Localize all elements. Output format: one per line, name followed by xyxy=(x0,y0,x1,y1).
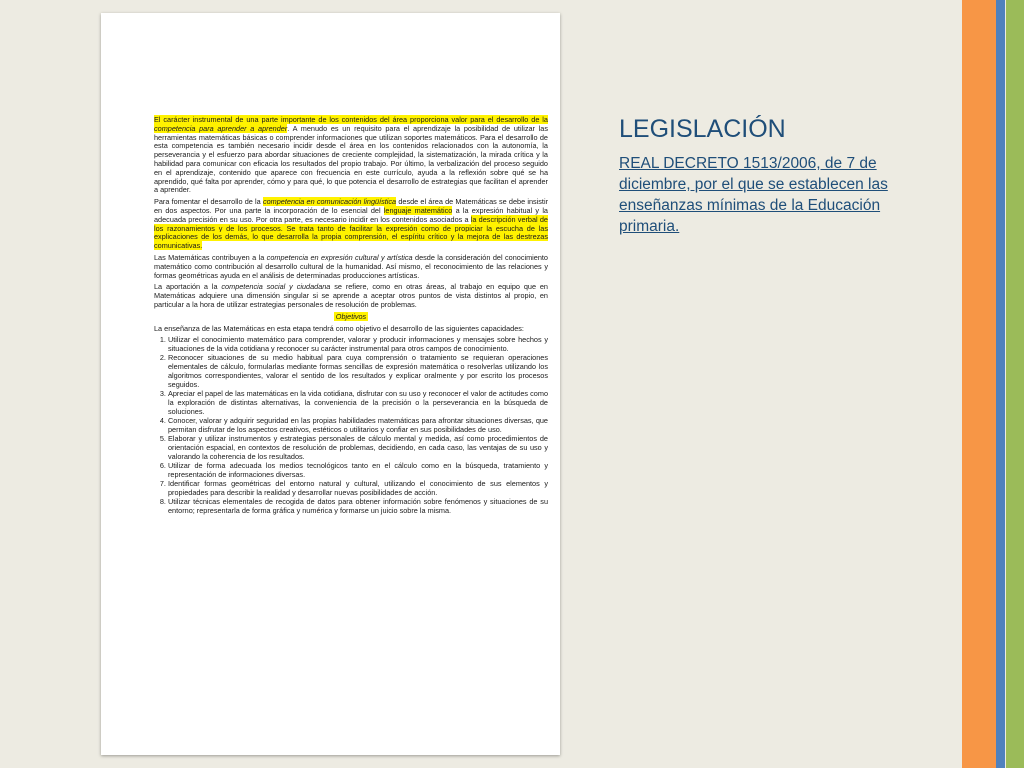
text: a la expresión habitual y la adecuada precisión en su uso. Por otra parte, es necesario incidir en los contenidos asociados a xyxy=(154,205,548,224)
green-stripe xyxy=(1006,0,1024,768)
text: La aportación a la xyxy=(154,282,222,292)
objectives-heading xyxy=(154,313,548,322)
highlight: El carácter instrumental de una parte importante de los contenidos del área proporciona valor para el desarrollo de la xyxy=(154,115,548,124)
orange-stripe xyxy=(962,0,996,768)
list-item: 7. Identificar formas geométricas del entorno natural y cultural, utilizando el conocimiento de sus elementos y propiedades para describir la realidad y desarrollar nuevas posibilidades de acción. xyxy=(168,480,548,498)
blue-stripe xyxy=(996,0,1005,768)
list-item: 3. Apreciar el papel de las matemáticas en la vida cotidiana, disfrutar con su uso y reconocer el valor de actitudes como la exploración de distintas alternativas, la conveniencia de la precisión o la perseverancia en la búsqueda de soluciones. xyxy=(168,390,548,416)
list-item: 5. Elaborar y utilizar instrumentos y estrategias personales de cálculo mental y medida, así como procedimientos de orientación espacial, en contextos de resolución de problemas, decidiendo, en cada caso, las ventajas de su uso y valorando la coherencia de los resultados. xyxy=(168,435,548,461)
text: Para fomentar el desarrollo de la xyxy=(154,197,263,207)
text: desde el área de Matemáticas se debe insistir en dos aspectos. Por una parte la incorporación de lo esencial del xyxy=(154,197,549,215)
document-text xyxy=(154,116,548,516)
highlight: la descripción verbal de los razonamientos y de los procesos. Se trata tanto de facilitar la expresión como de propiciar la escucha de las explicaciones de los demás, lo que desarrolla la propia comprensión, el espíritu crítico y la mejora de las destrezas comunicativas. xyxy=(154,214,548,251)
text: se refiere, como en otras áreas, al trabajo en equipo que en Matemáticas adquiere una dimensión singular si se aprende a aceptar otros puntos de vista distintos al propio, en particular a la hora de utilizar estrategias personales de resolución de problemas. xyxy=(154,282,548,309)
list-item: 8. Utilizar técnicas elementales de recogida de datos para obtener información sobre fenómenos y situaciones de su entorno; representarla de forma gráfica y numérica y formarse un juicio sobre la misma. xyxy=(168,498,548,516)
competence: competencia social y ciudadana xyxy=(221,282,331,292)
text: . A menudo es un requisito para el aprendizaje la posibilidad de utilizar las herramientas matemáticas básicas o comprender informaciones que utilizan soportes matemáticos. Para el desarrollo de esta competencia es también necesario incidir desde el área en los contenidos relacionados con la autonomía, la perseverancia y el esfuerzo para abordar situaciones de creciente complejidad, la sistematización, la mirada crítica y la habilidad para comunicar con eficacia los resultados del propio trabajo. Por último, la verbalización del proceso seguido en el aprendizaje, contenido que aparece con frecuencia en este currículo, ayuda a la reflexión sobre qué se ha aprendido, qué falta por aprender, cómo y para qué, lo que potencia el desarrollo de estrategias que facilitan el aprender a aprender. xyxy=(154,123,548,195)
paragraph-aprender xyxy=(154,116,548,195)
list-item: 6. Utilizar de forma adecuada los medios tecnológicos tanto en el cálculo como en la búsqueda, tratamiento y representación de informaciones diversas. xyxy=(168,462,548,480)
text: desde la consideración del conocimiento matemático como contribución al desarrollo cultural de la humanidad. Así mismo, el reconocimiento de las relaciones y formas geométricas ayuda en el análisis de determinadas producciones artísticas. xyxy=(154,252,548,280)
list-item: 1. Utilizar el conocimiento matemático para comprender, valorar y producir informaciones y mensajes sobre hechos y situaciones de la vida cotidiana y reconocer su carácter instrumental para otros campos de conocimiento. xyxy=(168,336,548,354)
paragraph-cultural xyxy=(154,254,548,280)
scanned-document-page xyxy=(101,13,560,755)
highlight: lenguaje matemático xyxy=(383,205,453,215)
list-item: 4. Conocer, valorar y adquirir seguridad en las propias habilidades matemáticas para afrontar situaciones diversas, que permitan disfrutar de los aspectos creativos, estéticos o utilitarios y confiar en sus posibilidades de uso. xyxy=(168,417,548,435)
list-item: 2. Reconocer situaciones de su medio habitual para cuya comprensión o tratamiento se requieran operaciones elementales de cálculo, formularlas mediante formas sencillas de expresión matemática o resolverlas utilizando los algoritmos correspondientes, valorar el sentido de los resultados y explicar oralmente y por escrito los procesos seguidos. xyxy=(168,354,548,389)
paragraph-comunicacion xyxy=(154,198,548,251)
competence: competencia en expresión cultural y artística xyxy=(266,252,413,262)
paragraph-social xyxy=(154,283,548,309)
objectives-list xyxy=(154,336,548,515)
highlight-competence: competencia para aprender a aprender xyxy=(154,123,288,133)
objectives-heading-text: Objetivos xyxy=(335,311,367,321)
objectives-intro: La enseñanza de las Matemáticas en esta etapa tendrá como objetivo el desarrollo de las siguientes capacidades: xyxy=(154,323,524,333)
slide-title: LEGISLACIÓN xyxy=(619,115,786,143)
highlight-competence: competencia en comunicación lingüística xyxy=(262,197,397,207)
decree-link[interactable]: REAL DECRETO 1513/2006, de 7 de diciembre, por el que se establecen las enseñanzas mínimas de la Educación primaria. xyxy=(619,155,888,235)
text: Las Matemáticas contribuyen a la xyxy=(154,252,267,262)
